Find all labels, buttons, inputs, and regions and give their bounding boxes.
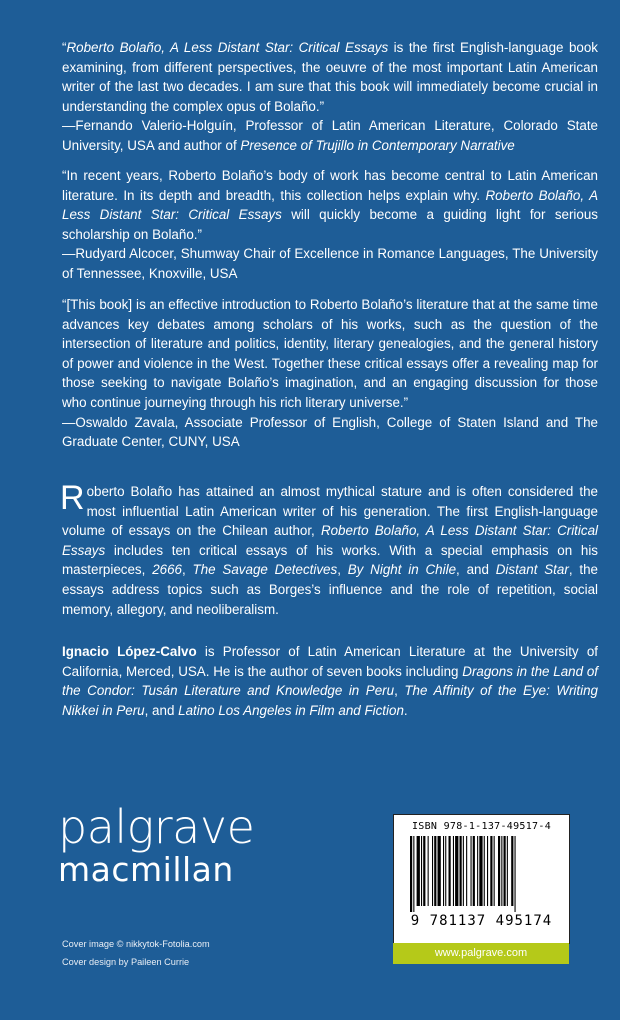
text-run: —Oswaldo Zavala, Associate Professor of English, College of Staten Island and The Graduate Center, CUNY, USA — [62, 414, 598, 450]
barcode-bar — [432, 836, 433, 906]
barcode-bar — [484, 836, 485, 906]
quote-attribution — [62, 413, 598, 452]
text-run: “ — [62, 40, 67, 55]
barcode-bar — [463, 836, 464, 906]
description-text — [60, 479, 598, 617]
book-description — [60, 479, 598, 619]
text-run: Latino Los Angeles in Film and Fiction — [178, 702, 404, 718]
text-run: Roberto Bolaño, A Less Distant Star: Critical Essays — [62, 187, 599, 223]
text-run: 2666 — [152, 562, 182, 578]
text-run: , — [181, 562, 193, 578]
text-run: Dragons in the Land of the Condor: Tusán Literature and Knowledge in Peru — [62, 663, 598, 699]
cover-image-credit: Cover image © nikkytok-Fotolia.com — [62, 939, 210, 949]
barcode-bar — [477, 836, 478, 906]
text-run: “In recent years, Roberto Bolaño’s body of work has become central to Latin American literature. In its depth and breadth, this collection helps explain why. — [62, 168, 598, 203]
barcode-bar — [434, 836, 436, 906]
endorsement-quote-3 — [62, 295, 598, 452]
barcode-bar — [421, 836, 422, 906]
text-run: , and — [456, 562, 496, 578]
bio-text — [62, 642, 598, 720]
endorsement-quote-2 — [62, 166, 598, 284]
barcode-bar — [423, 836, 425, 906]
barcode-bars — [408, 836, 556, 912]
barcode-bar — [460, 836, 462, 906]
text-run: will quickly become a guiding light for serious scholarship on Bolaño.” — [62, 207, 598, 242]
barcode-bar — [507, 836, 508, 906]
barcode-bar — [438, 836, 441, 906]
text-run: Roberto Bolaño, A Less Distant Star: Critical Essays — [66, 40, 389, 55]
text-run: —Fernando Valerio-Holguín, Professor of Latin American Literature, Colorado State University, USA and author of — [62, 118, 598, 153]
text-run: , — [337, 562, 348, 578]
barcode-bar — [445, 836, 446, 906]
endorsement-quote-1 — [62, 38, 598, 156]
text-run: Ignacio López-Calvo — [62, 644, 197, 659]
text-run: By Night in Chile — [347, 562, 457, 578]
barcode-bar — [501, 836, 502, 906]
isbn-label: ISBN 978-1-137-49517-4 — [411, 821, 552, 832]
logo-line-palgrave: palgrave — [58, 800, 255, 854]
barcode-bar — [490, 836, 492, 906]
barcode-bar — [466, 836, 467, 906]
text-run: —Rudyard Alcocer, Shumway Chair of Excellence in Romance Languages, The University of Tennessee, Knoxville, USA — [62, 246, 598, 281]
barcode-bar — [449, 836, 451, 906]
barcode-bar — [410, 836, 412, 912]
quote-attribution — [62, 244, 598, 283]
quote-attribution — [62, 116, 598, 155]
text-run: , the essays address topics such as Borges’s influence and the role of repetition, social memory, allegory, and neoliberalism. — [62, 562, 598, 617]
text-run: Roberto Bolaño, A Less Distant Star: Critical Essays — [62, 523, 598, 558]
publisher-logo — [58, 802, 318, 890]
text-run: The Savage Detectives — [192, 562, 338, 578]
cover-credits — [62, 935, 210, 971]
ean-digits: 9 781137 495174 — [410, 913, 553, 929]
author-bio — [62, 642, 598, 720]
text-run: Presence of Trujillo in Contemporary Narrative — [240, 137, 515, 153]
quote-body — [62, 166, 598, 244]
drop-cap: R — [60, 479, 85, 517]
text-run: includes ten critical essays of his works. With a special emphasis on his masterpieces, — [62, 542, 598, 578]
barcode-bar — [455, 836, 458, 906]
barcode-bar — [453, 836, 454, 906]
text-run: . — [403, 702, 408, 718]
barcode-bar — [413, 836, 414, 912]
text-run: , and — [144, 702, 179, 718]
barcode-bar — [511, 836, 513, 906]
text-run: is Professor of Latin American Literature at the University of California, Merced, USA. He is the author of seven books including — [62, 644, 599, 679]
barcode-bar — [498, 836, 500, 906]
barcode-bar — [494, 836, 495, 906]
text-run: , — [394, 683, 405, 699]
barcode-bar — [479, 836, 482, 906]
cover-design-credit: Cover design by Paileen Currie — [62, 957, 190, 967]
text-run: oberto Bolaño has attained an almost mythical stature and is often considered the most influential Latin American writer of his generation. The first English-language volume of essays on the Chilean author, — [62, 484, 598, 539]
quote-body — [62, 38, 598, 116]
text-run: Distant Star — [495, 562, 569, 578]
barcode-bar — [471, 836, 472, 906]
logo-line-macmillan: macmillan — [58, 850, 234, 889]
barcode-bar — [487, 836, 488, 906]
barcode-bar — [417, 836, 420, 906]
barcode-bar — [515, 836, 516, 912]
publisher-url[interactable]: www.palgrave.com — [393, 943, 569, 964]
text-run: The Affinity of the Eye: Writing Nikkei in Peru — [62, 683, 598, 718]
barcode-bar — [443, 836, 444, 906]
text-run: “[This book] is an effective introduction to Roberto Bolaño’s literature that at the same time advances key debates among scholars of his works, such as the question of the intersection of literature and politics, identity, literary genealogies, and the general history of power and violence in the West. Together these critical essays offer a revealing map for those seeking to navigate Bolaño’s imagination, and an engaging discussion for those who continue journeying through his rich literary universe.” — [62, 297, 598, 410]
quote-body — [62, 295, 598, 413]
barcode-bar — [428, 836, 429, 906]
barcode-bar — [473, 836, 475, 906]
text-run: is the first English-language book examining, from different perspectives, the oeuvre of the most important Latin American writer of the last two decades. I am sure that this book will immediately become crucial in understanding the complex opus of Bolaño.” — [62, 40, 598, 114]
barcode-bar — [504, 836, 506, 906]
isbn-barcode — [393, 814, 570, 944]
